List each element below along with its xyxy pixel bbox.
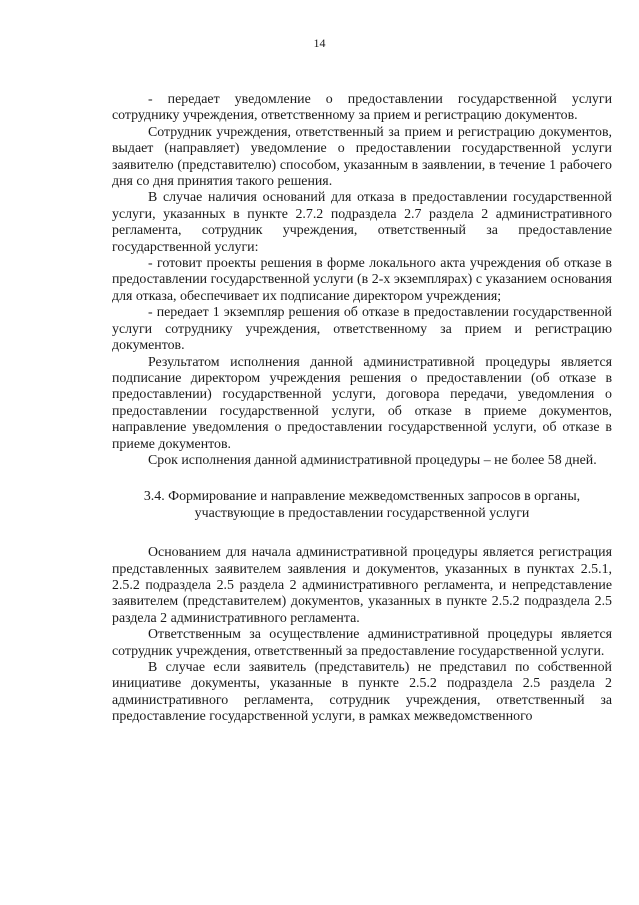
page-number: 14 [313, 36, 326, 50]
paragraph: Результатом исполнения данной административной процедуры является подписание директором учреждения решения о предоставлении (об отказе в предоставлении) государственной услуги, договора передачи, уведомления о предоставлении государственной услуги, об отказе в приеме документов, направление уведомления о предоставлении государственной услуги, об отказе в приеме документов. [112, 354, 612, 452]
paragraph: Основанием для начала административной процедуры является регистрация представленных заявителем заявления и документов, указанных в пунктах 2.5.1, 2.5.2 подраздела 2.5 раздела 2 административного регламента, и непредставление заявителем (представителем) документов, указанных в пункте 2.5.2 подраздела 2.5 раздела 2 административного регламента. [112, 545, 612, 626]
paragraph: В случае наличия оснований для отказа в предоставлении государственной услуги, указанных в пункте 2.7.2 подраздела 2.7 раздела 2 административного регламента, сотрудник учреждения, ответственный за предоставление государственной услуги: [112, 190, 612, 255]
paragraph: Сотрудник учреждения, ответственный за прием и регистрацию документов, выдает (направляет) уведомление о предоставлении государственной услуги заявителю (представителю) способом, указанным в заявлении, в течение 1 рабочего дня со дня принятия такого решения. [112, 124, 612, 190]
section-heading: 3.4. Формирование и направление межведомственных запросов в органы, участвующие в предоставлении государственной услуги [143, 489, 581, 521]
paragraph: - готовит проекты решения в форме локального акта учреждения об отказе в предоставлении государственной услуги (в 2-х экземплярах) с указанием основания для отказа, обеспечивает их подписание директором учреждения; [112, 256, 612, 304]
paragraph: - передает 1 экземпляр решения об отказе в предоставлении государственной услуги сотруднику учреждения, ответственному за прием и регистрацию документов. [112, 305, 612, 354]
document-body [112, 92, 612, 726]
paragraph: Срок исполнения данной административной процедуры – не более 58 дней. [148, 452, 597, 468]
paragraph: Ответственным за осуществление административной процедуры является сотрудник учреждения, ответственный за предоставление государственной услуги. [112, 627, 612, 659]
paragraph: В случае если заявитель (представитель) не представил по собственной инициативе документы, указанные в пункте 2.5.2 подраздела 2.5 раздела 2 административного регламента, сотрудник учреждения, ответственный за предоставление государственной услуги, в рамках межведомственного [112, 660, 612, 725]
paragraph: - передает уведомление о предоставлении государственной услуги сотруднику учреждения, ответственному за прием и регистрацию документов. [112, 92, 612, 124]
